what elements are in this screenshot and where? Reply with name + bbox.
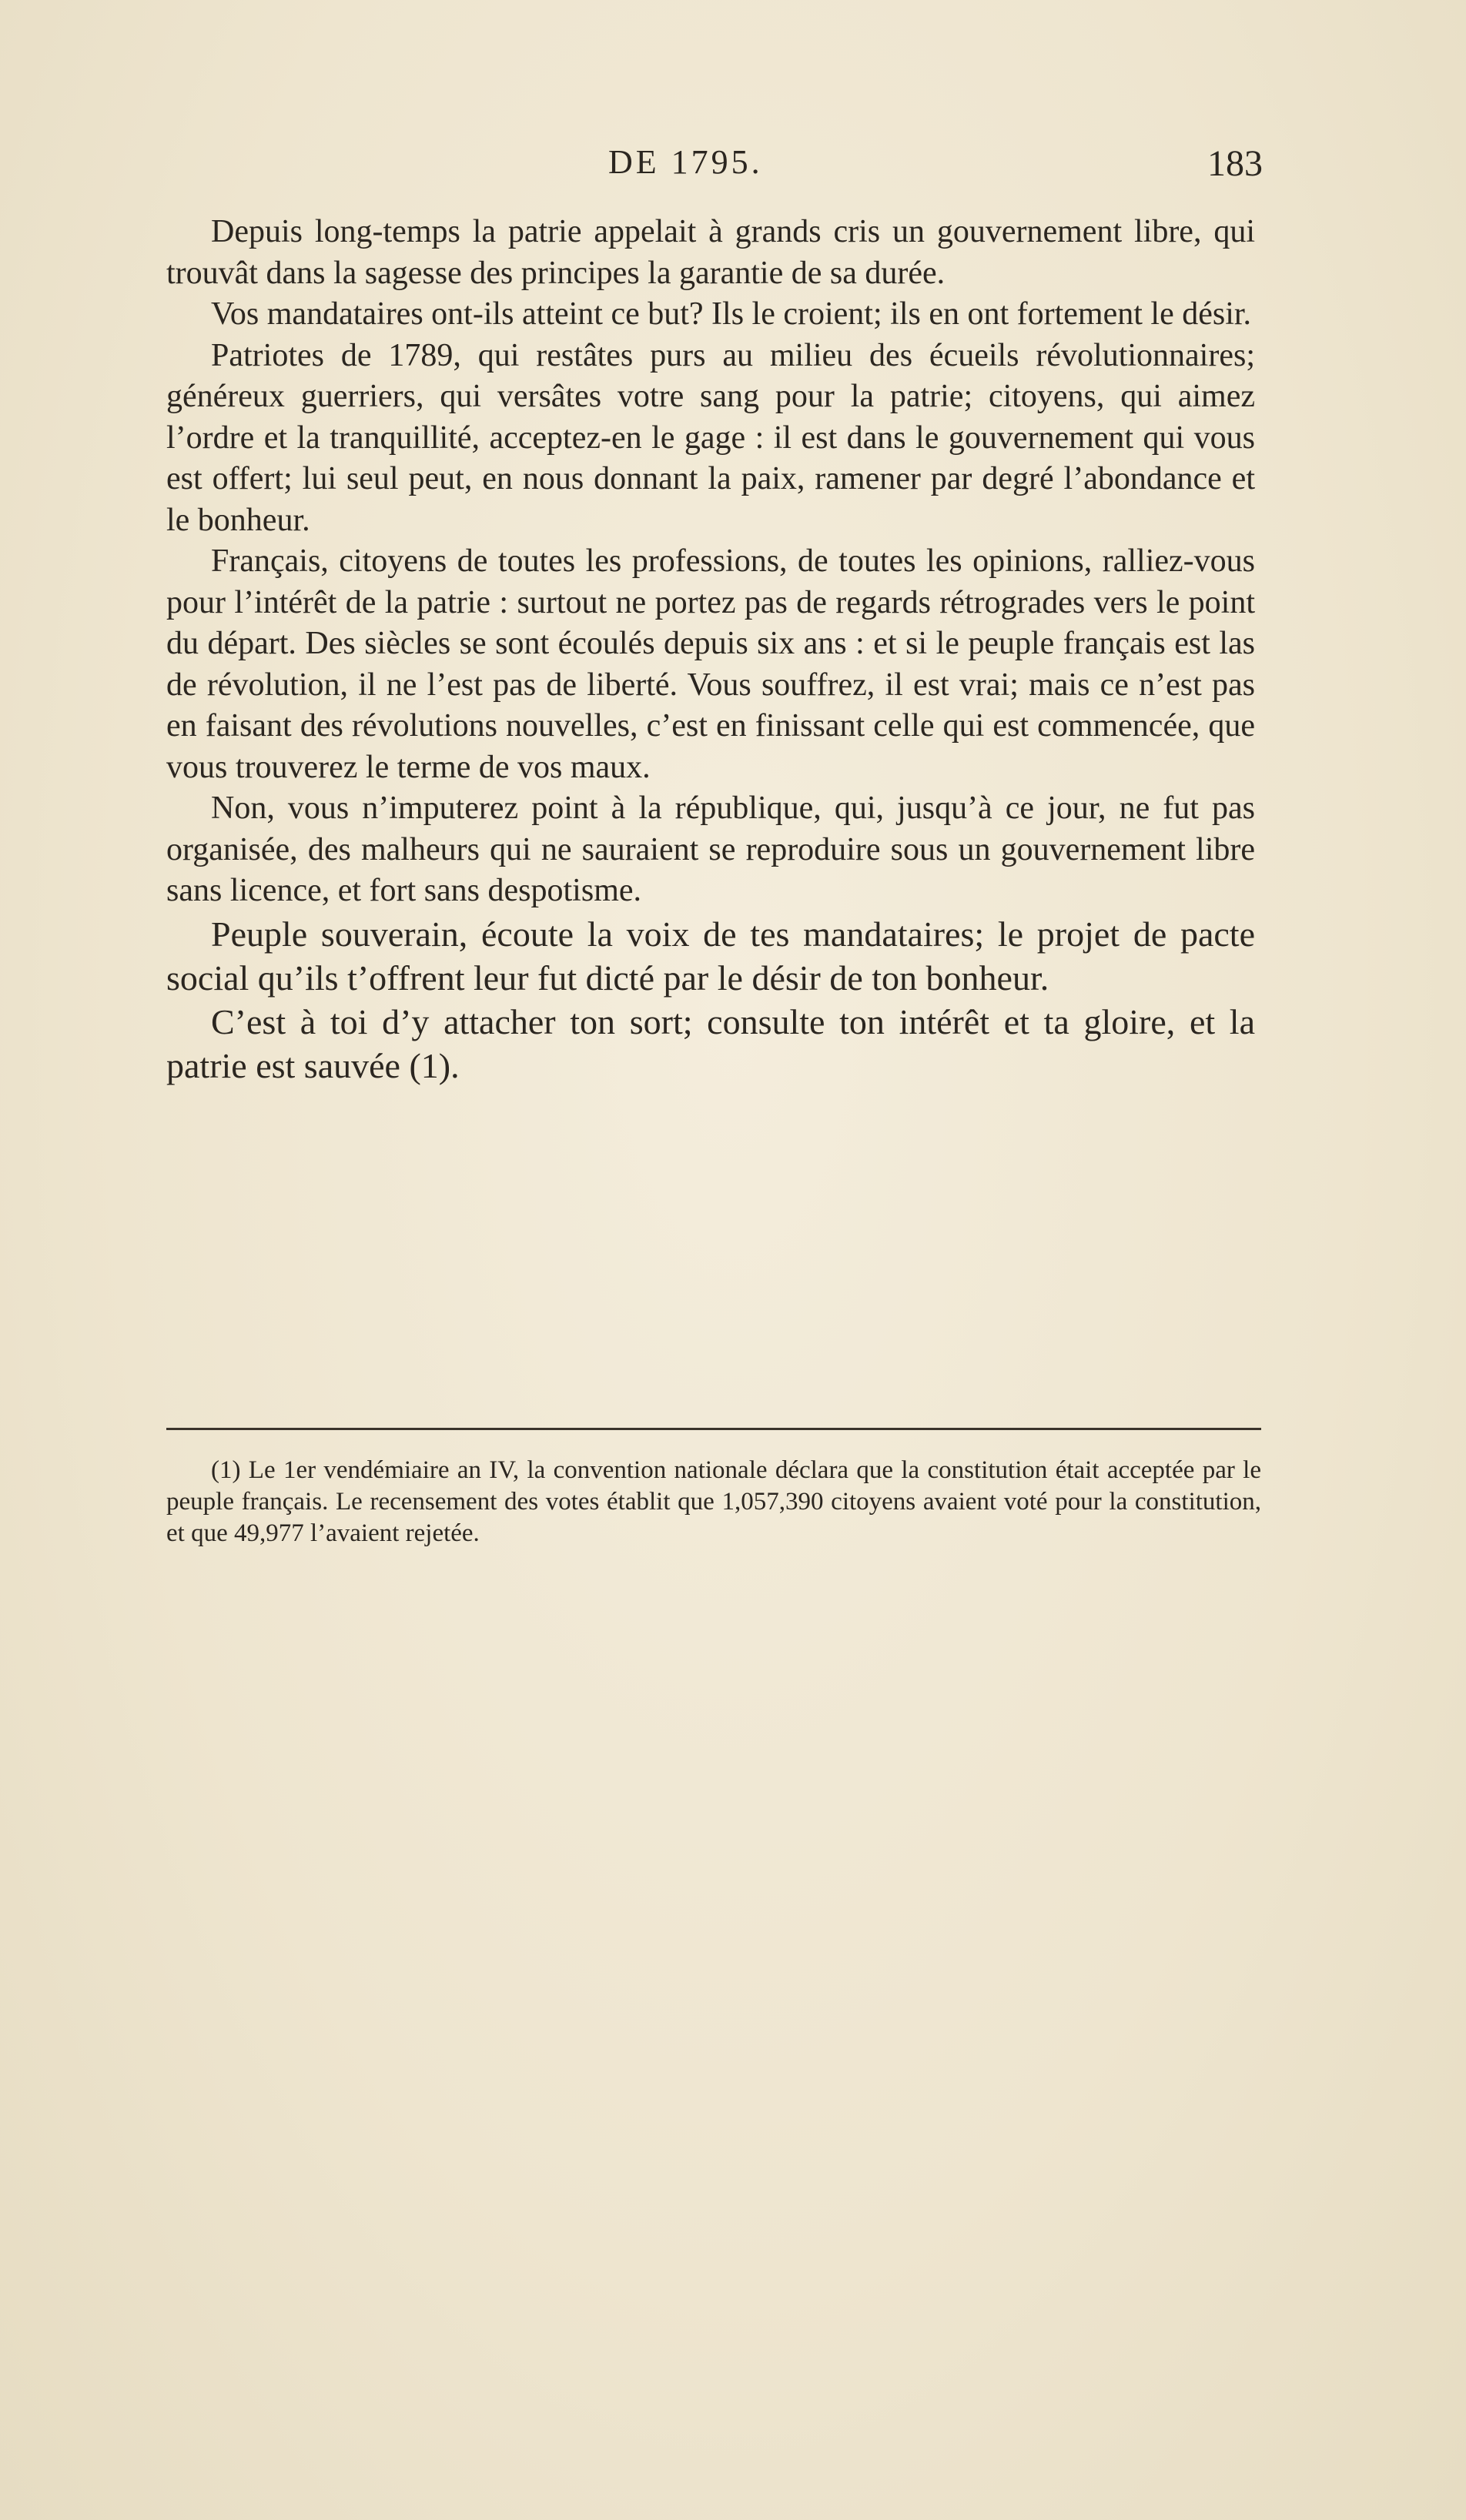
footnote-divider: [166, 1428, 1261, 1430]
paragraph: Français, citoyens de toutes les professions, de toutes les opinions, ralliez-vous pour l’intérêt de la patrie : surtout ne portez pas de regards rétrogrades vers le point du départ. Des siècles se sont écoulés depuis six ans : et si le peuple français est las de révolution, il ne l’est pas de liberté. Vous souffrez, il est vrai; mais ce n’est pas en faisant des révolutions nouvelles, c’est en finissant celle qui est commencée, que vous trouverez le terme de vos maux.: [166, 543, 1255, 785]
paragraph: Non, vous n’imputerez point à la république, qui, jusqu’à ce jour, ne fut pas organisée, des malheurs qui ne sauraient se reproduire sous un gouvernement libre sans licence, et fort sans despotisme.: [166, 790, 1255, 908]
paragraph: C’est à toi d’y attacher ton sort; consulte ton intérêt et ta gloire, et la patrie est sauvée (1).: [166, 1001, 1255, 1085]
page-header: [608, 142, 1263, 189]
paragraph: Depuis long-temps la patrie appelait à grands cris un gouvernement libre, qui trouvât dans la sagesse des principes la garantie de sa durée.: [166, 214, 1255, 291]
footnote-text: (1) Le 1er vendémiaire an IV, la convention nationale déclara que la constitution était acceptée par le peuple français. Le recensement des votes établit que 1,057,390 citoyens avaient voté pour la constitution, et que 49,977 l’avaient rejetée.: [166, 1456, 1261, 1547]
main-text: [166, 212, 1255, 1088]
page-number: 183: [1207, 143, 1263, 184]
paragraph: Patriotes de 1789, qui restâtes purs au milieu des écueils révolutionnaires; généreux guerriers, qui versâtes votre sang pour la patrie; citoyens, qui aimez l’ordre et la tranquillité, acceptez-en le gage : il est dans le gouvernement qui vous est offert; lui seul peut, en nous donnant la paix, ramener par degré l’abondance et le bonheur.: [166, 337, 1255, 538]
paragraph: Vos mandataires ont-ils atteint ce but? Ils le croient; ils en ont fortement le désir.: [211, 296, 1252, 332]
footnote: [166, 1455, 1261, 1549]
paragraph: Peuple souverain, écoute la voix de tes mandataires; le projet de pacte social qu’ils t’offrent leur fut dicté par le désir de ton bonheur.: [166, 914, 1255, 998]
running-title: DE 1795.: [608, 143, 763, 181]
